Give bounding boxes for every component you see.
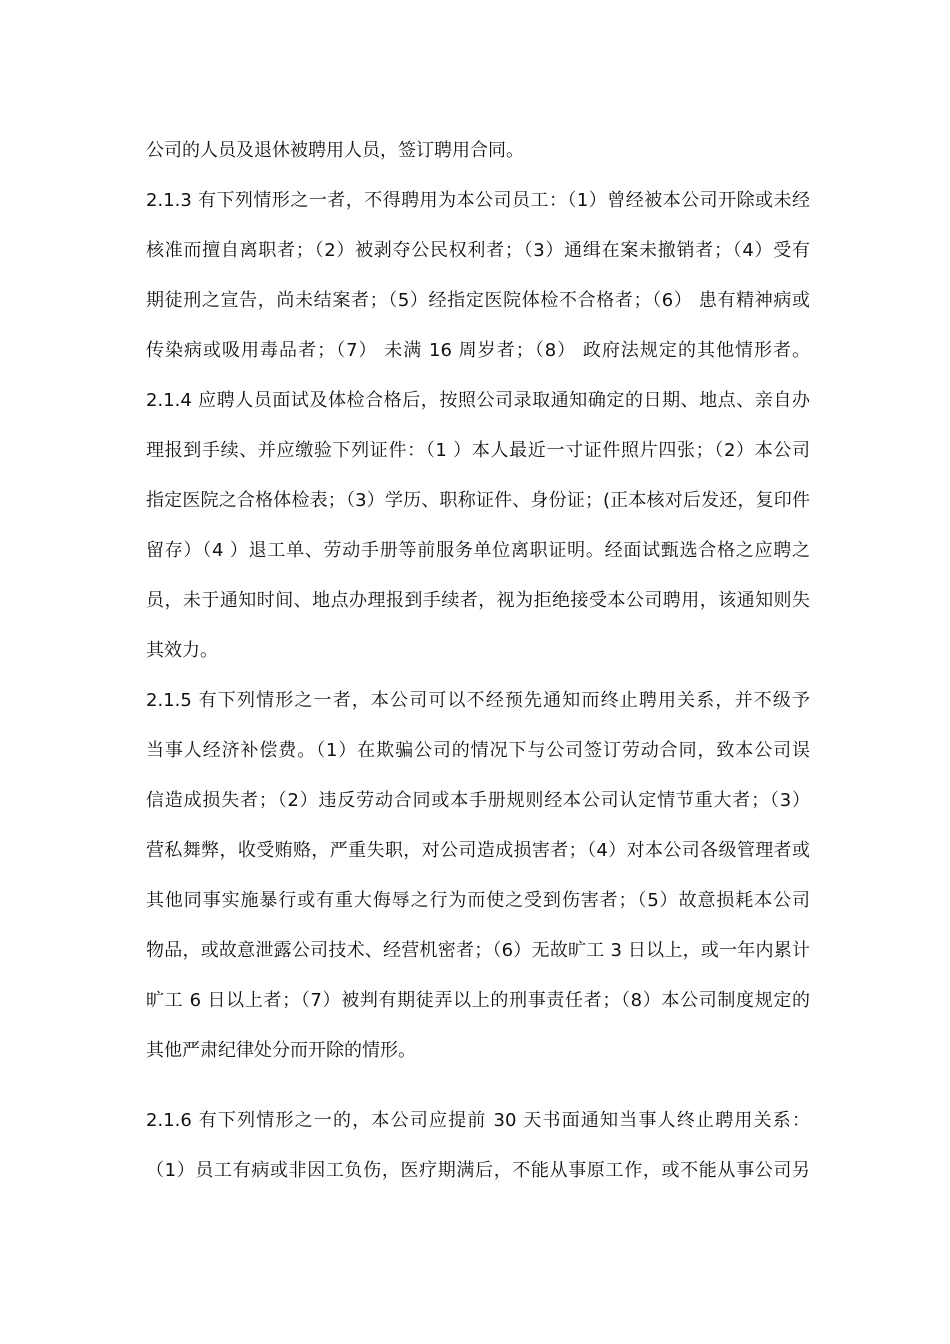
text-line: 员，未于通知时间、地点办理报到手续者，视为拒绝接受本公司聘用，该通知则失: [146, 590, 810, 611]
text-line: 物品，或故意泄露公司技术、经营机密者；（6）无故旷工 3 日以上，或一年内累计: [146, 940, 810, 961]
text-line: 旷工 6 日以上者；（7）被判有期徒弄以上的刑事责任者；（8）本公司制度规定的: [146, 990, 810, 1011]
text-line: 2.1.6 有下列情形之一的，本公司应提前 30 天书面通知当事人终止聘用关系：: [146, 1110, 810, 1131]
text-line: 当事人经济补偿费。（1）在欺骗公司的情况下与公司签订劳动合同，致本公司误: [146, 740, 810, 761]
text-line: 理报到手续、并应缴验下列证件：（1 ）本人最近一寸证件照片四张；（2）本公司: [146, 440, 810, 461]
text-line: 公司的人员及退休被聘用人员，签订聘用合同。: [146, 140, 524, 161]
text-line: 传染病或吸用毒品者；（7） 未满 16 周岁者；（8） 政府法规定的其他情形者。: [146, 340, 810, 361]
text-line: 其他同事实施暴行或有重大侮辱之行为而使之受到伤害者；（5）故意损耗本公司: [146, 890, 810, 911]
text-line: 期徒刑之宣告，尚未结案者；（5）经指定医院体检不合格者；（6） 患有精神病或: [146, 290, 810, 311]
text-line: 其效力。: [146, 640, 218, 661]
text-line: 信造成损失者；（2）违反劳动合同或本手册规则经本公司认定情节重大者；（3）: [146, 790, 810, 811]
text-line: 2.1.5 有下列情形之一者，本公司可以不经预先通知而终止聘用关系，并不级予: [146, 690, 810, 711]
text-line: 2.1.4 应聘人员面试及体检合格后，按照公司录取通知确定的日期、地点、亲自办: [146, 390, 810, 411]
text-line: 其他严肃纪律处分而开除的情形。: [146, 1040, 416, 1061]
text-line: 2.1.3 有下列情形之一者，不得聘用为本公司员工：（1）曾经被本公司开除或未经: [146, 190, 810, 211]
text-line: （1）员工有病或非因工负伤，医疗期满后，不能从事原工作，或不能从事公司另: [146, 1160, 810, 1181]
text-line: 指定医院之合格体检表；（3）学历、职称证件、身份证；(正本核对后发还，复印件: [146, 490, 810, 511]
text-line: 核准而擅自离职者；（2）被剥夺公民权利者；（3）通缉在案未撤销者；（4）受有: [146, 240, 810, 261]
text-line: 营私舞弊，收受贿赂，严重失职，对公司造成损害者；（4）对本公司各级管理者或: [146, 840, 810, 861]
text-line: 留存）（4 ）退工单、劳动手册等前服务单位离职证明。经面试甄选合格之应聘之: [146, 540, 810, 561]
